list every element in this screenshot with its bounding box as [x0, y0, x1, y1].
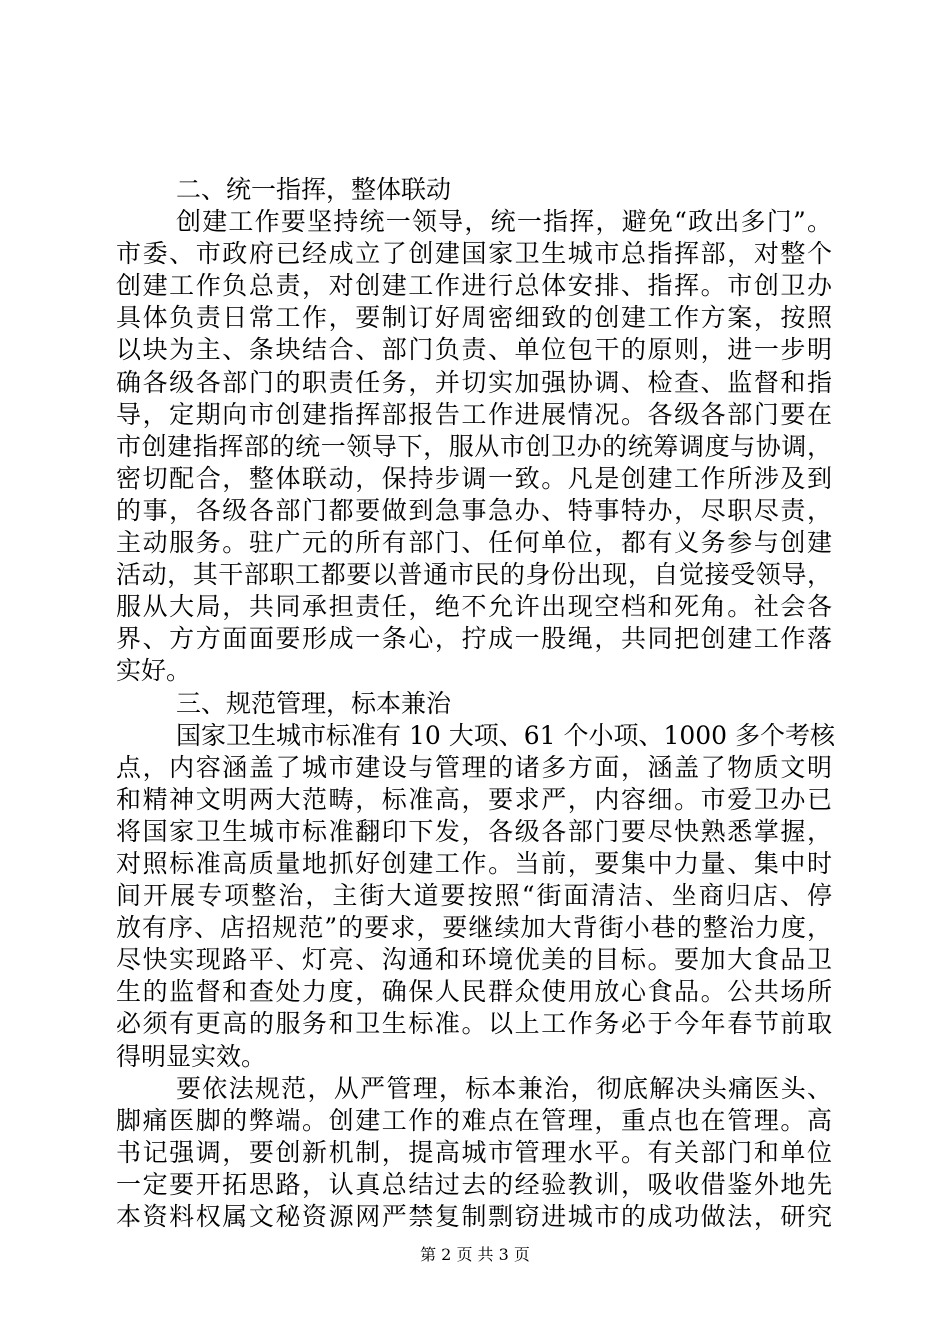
text-line: 实好。	[116, 656, 192, 686]
text-line: 以块为主、条块结合、部门负责、单位包干的原则，进一步明	[116, 335, 832, 365]
text-line: 本资料权属文秘资源网严禁复制剽窃进城市的成功做法，研究	[116, 1202, 832, 1231]
document-body	[116, 174, 836, 1233]
text-line: 得明显实效。	[116, 1041, 267, 1071]
text-line: 和精神文明两大范畴，标准高，要求严，内容细。市爱卫办已	[116, 784, 832, 814]
text-line: 活动，其干部职工都要以普通市民的身份出现，自觉接受领导，	[116, 560, 832, 590]
text-line: 脚痛医脚的弊端。创建工作的难点在管理，重点也在管理。高	[116, 1105, 832, 1135]
text-line: 将国家卫生城市标准翻印下发，各级各部门要尽快熟悉掌握，	[116, 816, 832, 846]
text-line: 书记强调，要创新机制，提高城市管理水平。有关部门和单位	[116, 1137, 832, 1167]
text-line: 市创建指挥部的统一领导下，服从市创卫办的统筹调度与协调，	[116, 431, 832, 461]
text-line: 必须有更高的服务和卫生标准。以上工作务必于今年春节前取	[116, 1009, 832, 1039]
text-line: 密切配合，整体联动，保持步调一致。凡是创建工作所涉及到	[116, 463, 832, 493]
text-line: 点，内容涵盖了城市建设与管理的诸多方面，涵盖了物质文明	[116, 752, 832, 782]
text-line: 主动服务。驻广元的所有部门、任何单位，都有义务参与创建	[116, 528, 832, 558]
text-line: 创建工作要坚持统一领导，统一指挥，避免“政出多门”。	[176, 207, 832, 237]
text-line: 具体负责日常工作，要制订好周密细致的创建工作方案，按照	[116, 303, 832, 333]
text-line: 市委、市政府已经成立了创建国家卫生城市总指挥部，对整个	[116, 239, 832, 269]
text-line: 的事，各级各部门都要做到急事急办、特事特办，尽职尽责，	[116, 495, 832, 525]
text-line: 间开展专项整治，主街大道要按照“街面清洁、坐商归店、停	[116, 881, 832, 911]
text-line: 放有序、店招规范”的要求，要继续加大背街小巷的整治力度，	[116, 913, 832, 943]
text-line: 对照标准高质量地抓好创建工作。当前，要集中力量、集中时	[116, 848, 832, 878]
text-line: 生的监督和查处力度，确保人民群众使用放心食品。公共场所	[116, 977, 832, 1007]
text-line: 一定要开拓思路，认真总结过去的经验教训，吸收借鉴外地先	[116, 1169, 832, 1199]
page-footer: 第 2 页 共 3 页	[420, 1245, 530, 1264]
text-line: 要依法规范，从严管理，标本兼治，彻底解决头痛医头、	[176, 1073, 832, 1103]
text-line: 导，定期向市创建指挥部报告工作进展情况。各级各部门要在	[116, 399, 832, 429]
text-line: 确各级各部门的职责任务，并切实加强协调、检查、监督和指	[116, 367, 832, 397]
text-line: 创建工作负总责，对创建工作进行总体安排、指挥。市创卫办	[116, 271, 832, 301]
section-heading: 二、统一指挥，整体联动	[176, 175, 452, 204]
text-line: 服从大局，共同承担责任，绝不允许出现空档和死角。社会各	[116, 592, 832, 622]
text-line: 国家卫生城市标准有 10 大项、61 个小项、1000 多个考核	[176, 720, 836, 750]
text-line: 界、方方面面要形成一条心，拧成一股绳，共同把创建工作落	[116, 624, 832, 654]
section-heading: 三、规范管理，标本兼治	[176, 688, 452, 718]
text-line: 尽快实现路平、灯亮、沟通和环境优美的目标。要加大食品卫	[116, 945, 832, 975]
